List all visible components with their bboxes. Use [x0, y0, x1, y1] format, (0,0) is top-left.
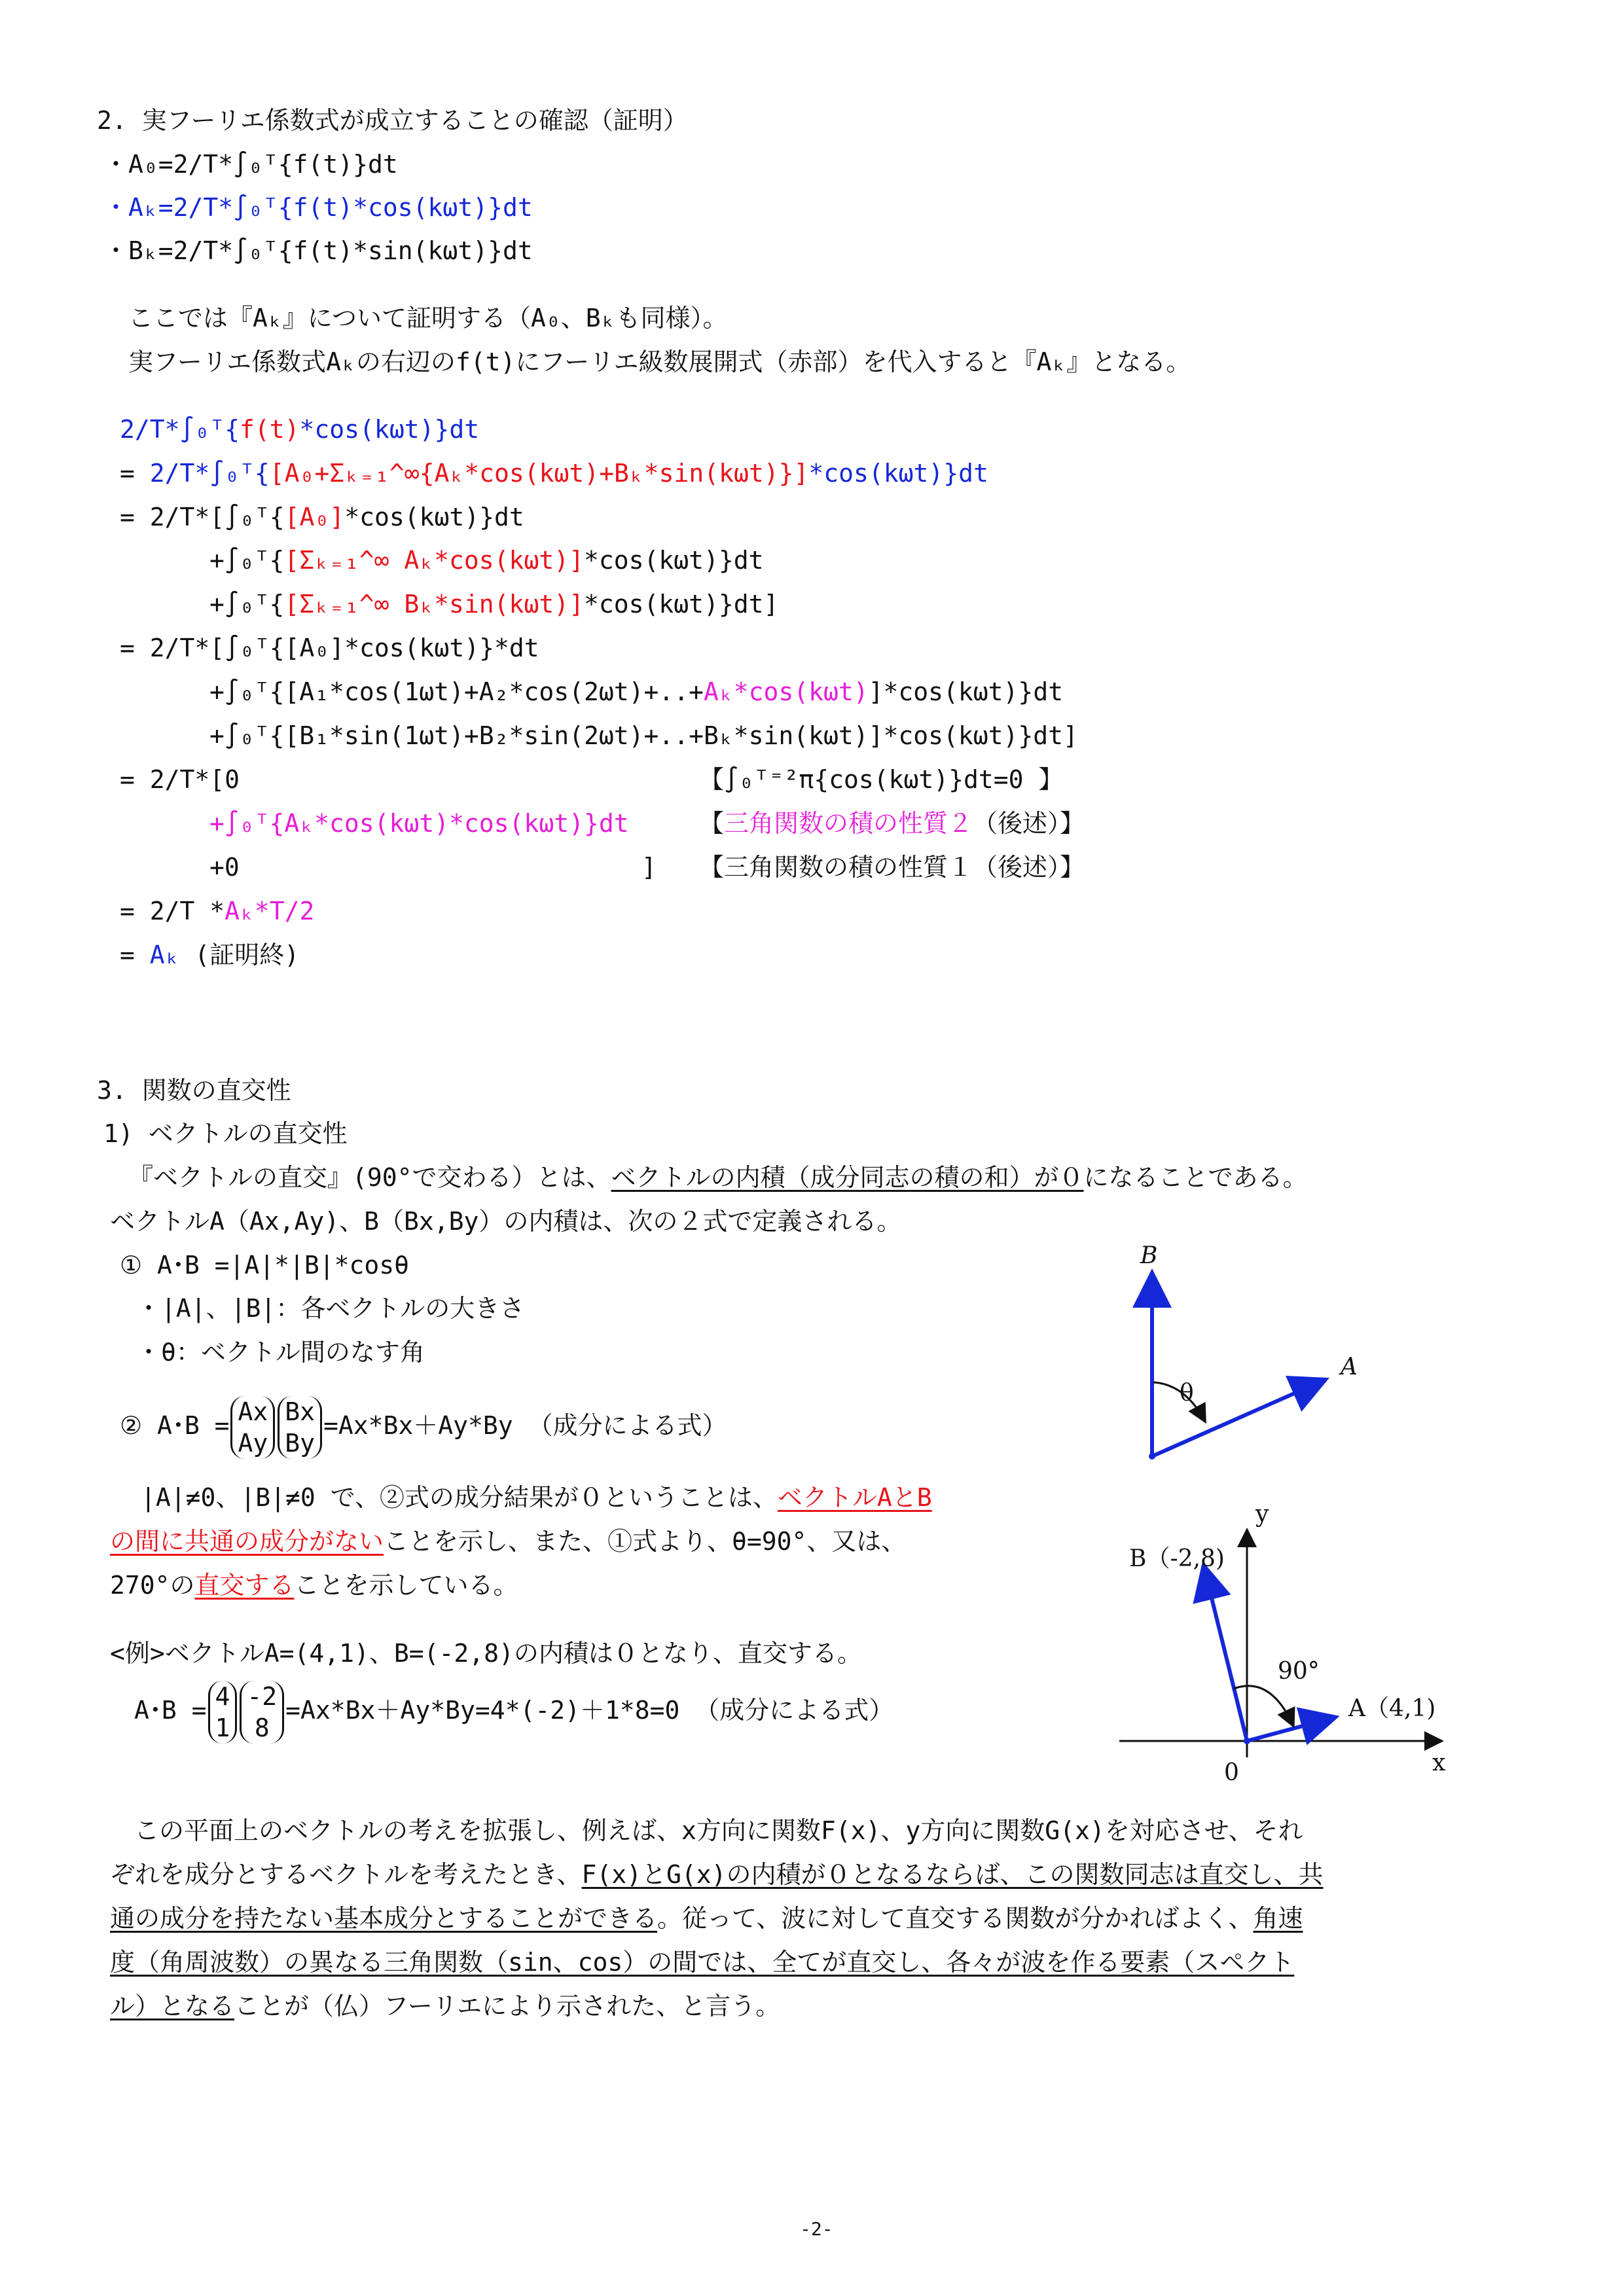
- deriv-l13-a: =: [120, 941, 150, 969]
- p4-2a: ぞれを成分とするベクトルを考えたとき、: [110, 1860, 582, 1889]
- para3-line-2: [110, 1524, 906, 1558]
- vector-a-arrow: [1152, 1381, 1322, 1456]
- p3-red-3: 直交する: [194, 1571, 295, 1600]
- deriv-l7-b: Aₖ*cos(kωt): [703, 677, 869, 706]
- equation-1-note-2: ・θ：ベクトル間のなす角: [136, 1338, 425, 1367]
- deriv-l4-c: *cos(kωt)}dt: [583, 546, 764, 575]
- deriv-l1-b: f(t): [240, 415, 300, 444]
- ex-matrix-b-2: 8: [254, 1713, 270, 1742]
- deriv-l7-a: +∫₀ᵀ{[A₁*cos(1ωt)+A₂*cos(2ωt)+..+: [209, 677, 704, 706]
- p4-3u: 通の成分を持たない基本成分とすることができる: [110, 1904, 658, 1933]
- deriv-l3-c: *cos(kωt)}dt: [344, 503, 524, 531]
- p4-5b: ことが（仏）フーリエにより示された、と言う。: [234, 1992, 781, 2020]
- equation-1-note-1: ・|A|、|B|：各ベクトルの大きさ: [136, 1294, 525, 1323]
- deriv-l4-a: +∫₀ᵀ{: [209, 546, 285, 575]
- ex-b: A･B =: [134, 1696, 207, 1725]
- deriv-l1-c: *cos(kωt)}dt: [299, 415, 480, 444]
- example-matrix-b: [240, 1681, 284, 1744]
- origin-dot: [1149, 1453, 1155, 1460]
- eq2-b: =Ax*Bx＋Ay*By （成分による式）: [323, 1411, 727, 1440]
- formula-ak: ・Aₖ=2/T*∫₀ᵀ{f(t)*cos(kωt)}dt: [103, 193, 533, 222]
- section2-title: 2. 実フーリエ係数式が成立することの確認（証明）: [97, 106, 688, 135]
- deriv-l4-b: [Σₖ₌₁^∞ Aₖ*cos(kωt)]: [284, 546, 584, 575]
- derivation-line-7: [209, 675, 1063, 709]
- vector-b-arrow: [1204, 1569, 1247, 1741]
- derivation-line-11: +0: [209, 853, 240, 882]
- intro-line-2: 実フーリエ係数式Aₖの右辺のf(t)にフーリエ級数展開式（赤部）を代入すると『Aₖ』となる。: [128, 348, 1191, 376]
- diagram1-label-a: A: [1341, 1354, 1358, 1380]
- p1-a: 『ベクトルの直交』(90°で交わる）とは、: [128, 1163, 611, 1192]
- angle-arc-icon: [1153, 1382, 1204, 1420]
- deriv-l2-eq: =: [120, 459, 150, 488]
- para4-line-3: [110, 1901, 1303, 1935]
- p3-red-2: の間に共通の成分がない: [110, 1527, 384, 1556]
- derivation-line-4: [209, 543, 764, 577]
- matrix-a-2: Ay: [238, 1428, 268, 1458]
- deriv-l2-a: 2/T*∫₀ᵀ{: [149, 459, 270, 488]
- para4-line-5: [110, 1989, 780, 2023]
- diagram2-label-origin: 0: [1224, 1759, 1239, 1786]
- deriv-l5-b: [Σₖ₌₁^∞ Bₖ*sin(kωt)]: [284, 590, 584, 619]
- matrix-b-2: By: [285, 1428, 315, 1458]
- p3-red-1: ベクトルAとB: [777, 1483, 932, 1512]
- p3-a: |A|≠0、|B|≠0 で、②式の成分結果が０ということは、: [141, 1483, 778, 1512]
- para1-line: [128, 1160, 1308, 1194]
- matrix-a-1: Ax: [238, 1397, 268, 1426]
- derivation-line-2: [120, 456, 988, 490]
- derivation-note-9: 【∫₀ᵀ⁼²π{cos(kωt)}dt=0 】: [699, 765, 1064, 794]
- deriv-l13-c: (証明終): [179, 941, 300, 969]
- intro-line-1: ここでは『Aₖ』について証明する（A₀、Bₖも同様）。: [128, 304, 728, 332]
- derivation-line-1: [120, 412, 479, 446]
- p4-3u2: 角速: [1253, 1904, 1303, 1933]
- deriv-l3-a: = 2/T*[∫₀ᵀ{: [120, 503, 285, 531]
- deriv-l10-note-c: （後述）】: [973, 809, 1085, 838]
- p3-b: ことを示し、また、①式より、θ=90°、又は、: [384, 1527, 907, 1556]
- deriv-l12-b: Aₖ*T/2: [225, 897, 315, 925]
- matrix-a: [230, 1396, 275, 1459]
- deriv-l12-a: = 2/T *: [120, 897, 225, 925]
- section3-subtitle: 1) ベクトルの直交性: [103, 1119, 348, 1148]
- derivation-bracket-11: ]: [641, 853, 657, 882]
- p1-underline: ベクトルの内積（成分同志の積の和）が０: [611, 1163, 1084, 1192]
- formula-a0: ・A₀=2/T*∫₀ᵀ{f(t)}dt: [103, 150, 398, 179]
- deriv-l13-b: Aₖ: [149, 941, 180, 969]
- section3-title: 3. 関数の直交性: [97, 1076, 291, 1105]
- deriv-l5-a: +∫₀ᵀ{: [209, 590, 285, 619]
- origin-dot: [1244, 1738, 1250, 1744]
- para4-line-1: この平面上のベクトルの考えを拡張し、例えば、x方向に関数F(x)、y方向に関数G(x)を対応させ、それ: [134, 1816, 1303, 1845]
- derivation-line-6: = 2/T*[∫₀ᵀ{[A₀]*cos(kωt)}*dt: [120, 634, 539, 662]
- diagram2-label-a: A（4,1): [1348, 1695, 1436, 1722]
- ex-c: =Ax*Bx＋Ay*By=4*(-2)＋1*8=0 （成分による式）: [285, 1696, 894, 1725]
- deriv-l1-a: 2/T*∫₀ᵀ{: [120, 415, 240, 444]
- deriv-l3-b: [A₀]: [284, 503, 345, 531]
- example-equation: [134, 1679, 893, 1744]
- para4-line-4: 度（角周波数）の異なる三角関数（sin、cos）の間では、全てが直交し、各々が波を作る要素（スペクト: [110, 1948, 1295, 1977]
- ex-matrix-b-1: -2: [247, 1681, 278, 1711]
- vector-a-arrow: [1247, 1718, 1332, 1741]
- deriv-l5-c: *cos(kωt)}dt]: [583, 590, 779, 619]
- para3-line-1: [141, 1480, 932, 1515]
- ex-matrix-a-1: 4: [215, 1681, 230, 1711]
- diagram1-label-theta: θ: [1180, 1380, 1194, 1407]
- formula-bk: ・Bₖ=2/T*∫₀ᵀ{f(t)*sin(kωt)}dt: [103, 236, 533, 265]
- example-matrix-a: [208, 1681, 238, 1744]
- derivation-line-12: [120, 894, 314, 928]
- diagram2-label-angle: 90°: [1278, 1658, 1320, 1685]
- derivation-note-10: [699, 806, 1085, 840]
- equation-2: [120, 1394, 727, 1459]
- p3-d: ことを示している。: [294, 1571, 518, 1600]
- diagram1-label-b: B: [1140, 1242, 1158, 1269]
- derivation-line-3: [120, 500, 524, 534]
- deriv-l7-c: ]*cos(kωt)}dt: [868, 677, 1064, 706]
- example-line: <例>ベクトルA=(4,1)、B=(-2,8)の内積は０となり、直交する。: [110, 1639, 862, 1668]
- derivation-line-10: +∫₀ᵀ{Aₖ*cos(kωt)*cos(kωt)}dt: [209, 809, 629, 838]
- deriv-l10-note-a: 【: [699, 809, 725, 838]
- p4-5u: ル）となる: [110, 1992, 235, 2020]
- para3-line-3: [110, 1568, 518, 1602]
- derivation-line-5: [209, 587, 778, 621]
- deriv-l2-c: *cos(kωt)}dt: [808, 459, 988, 488]
- deriv-l2-b: [A₀+Σₖ₌₁^∞{Aₖ*cos(kωt)+Bₖ*sin(kωt)}]: [269, 459, 809, 488]
- diagram2-label-b: B（-2,8): [1129, 1545, 1225, 1572]
- equation-1: ① A･B =|A|*|B|*cosθ: [120, 1251, 409, 1280]
- p4-3b: 。従って、波に対して直交する関数が分かればよく、: [657, 1904, 1254, 1933]
- matrix-b-1: Bx: [285, 1397, 315, 1426]
- vector-angle-diagram: [1113, 1237, 1401, 1473]
- orthogonal-vector-diagram: [1106, 1499, 1473, 1787]
- p3-c: 270°の: [110, 1571, 195, 1600]
- derivation-line-8: +∫₀ᵀ{[B₁*sin(1ωt)+B₂*sin(2ωt)+..+Bₖ*sin(kωt)]*cos(kωt)}dt]: [209, 721, 1078, 750]
- diagram2-label-x: x: [1432, 1749, 1446, 1776]
- para4-line-2: [110, 1857, 1324, 1892]
- derivation-line-9: = 2/T*[0: [120, 765, 240, 794]
- matrix-b: [278, 1396, 322, 1459]
- ex-matrix-a-2: 1: [215, 1713, 230, 1742]
- p1-b: になることである。: [1083, 1163, 1308, 1192]
- page-number: -2-: [800, 2218, 833, 2240]
- diagram2-label-y: y: [1255, 1501, 1269, 1528]
- p4-2u: F(x)とG(x)の内積が０となるならば、この関数同志は直交し、共: [581, 1860, 1324, 1889]
- derivation-note-11: 【三角関数の積の性質１（後述）】: [699, 853, 1085, 882]
- para2-line: ベクトルA（Ax,Ay)、B（Bx,By）の内積は、次の２式で定義される。: [110, 1207, 902, 1236]
- deriv-l10-note-b: 三角関数の積の性質２: [724, 809, 973, 838]
- derivation-line-13: [120, 938, 299, 972]
- eq2-a: ② A･B =: [120, 1411, 230, 1440]
